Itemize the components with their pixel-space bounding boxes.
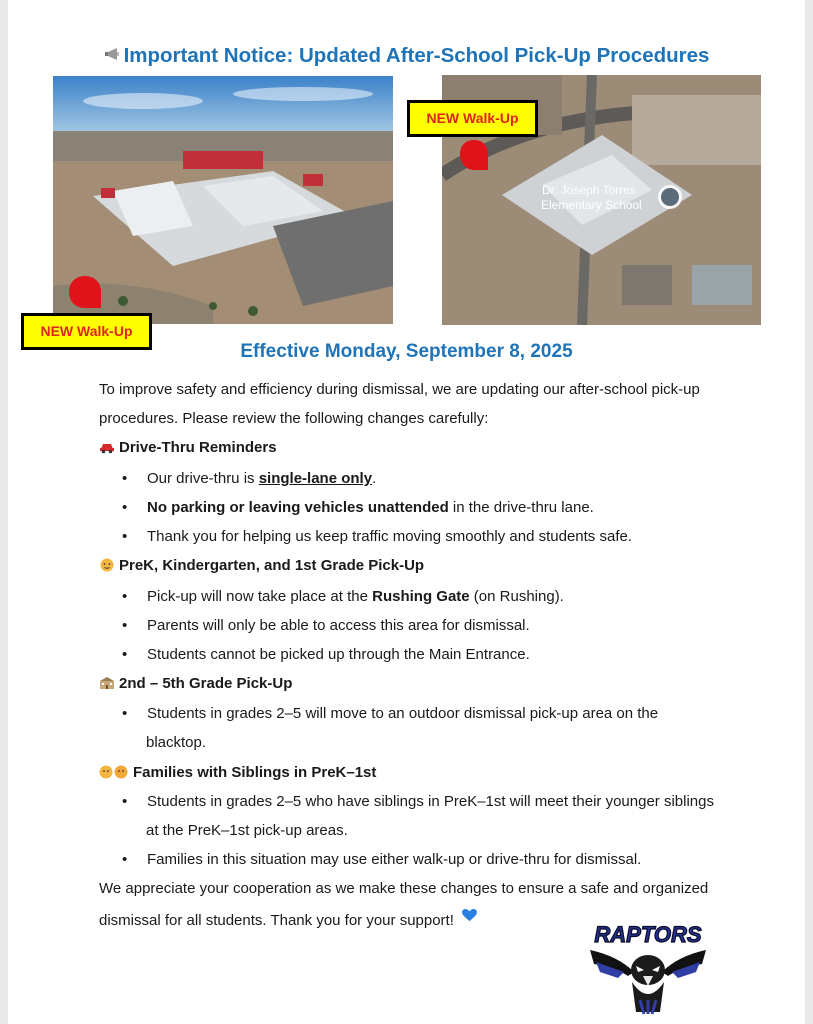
closing-line-2: dismissal for all students. Thank you for your support! xyxy=(99,909,477,929)
siblings-heading-text: Families with Siblings in PreK–1st xyxy=(133,764,377,781)
siblings-icon xyxy=(99,765,129,779)
aerial-photo xyxy=(53,76,393,324)
siblings-heading xyxy=(99,764,376,781)
car-icon xyxy=(99,440,115,454)
child-face-icon xyxy=(99,558,115,572)
map-label-line2: Elementary School xyxy=(541,198,642,212)
blue-heart-icon xyxy=(462,909,477,922)
prek-heading xyxy=(99,557,424,574)
location-pin-icon xyxy=(67,274,103,310)
grades-heading-text: 2nd – 5th Grade Pick-Up xyxy=(119,675,293,692)
effective-date: Effective Monday, September 8, 2025 xyxy=(240,341,573,362)
prek-heading-text: PreK, Kindergarten, and 1st Grade Pick-Up xyxy=(119,557,425,574)
drive-thru-heading xyxy=(99,439,277,456)
new-walk-up-badge: NEW Walk-Up xyxy=(21,313,152,350)
location-pin-icon xyxy=(458,138,490,172)
intro-line-1: To improve safety and efficiency during dismissal, we are updating our after-school pick-up xyxy=(99,381,700,398)
page-title xyxy=(0,44,813,68)
closing-line-1: We appreciate your cooperation as we make these changes to ensure a safe and organized xyxy=(99,880,709,897)
grades-heading xyxy=(99,675,292,692)
list-item-continuation: blacktop. xyxy=(146,734,207,751)
list-item-continuation: at the PreK–1st pick-up areas. xyxy=(146,822,348,839)
map-label-line1: Dr. Joseph Torres xyxy=(542,183,636,197)
raptors-logo xyxy=(588,916,708,1016)
title-text: Important Notice: Updated After-School Pick-Up Procedures xyxy=(123,44,710,67)
logo-text: RAPTORS xyxy=(594,922,702,947)
megaphone-icon xyxy=(104,48,120,60)
drive-thru-heading-text: Drive-Thru Reminders xyxy=(119,439,277,456)
school-icon xyxy=(99,676,115,690)
new-walk-up-badge: NEW Walk-Up xyxy=(407,100,538,137)
intro-line-2: procedures. Please review the following changes carefully: xyxy=(99,410,489,427)
